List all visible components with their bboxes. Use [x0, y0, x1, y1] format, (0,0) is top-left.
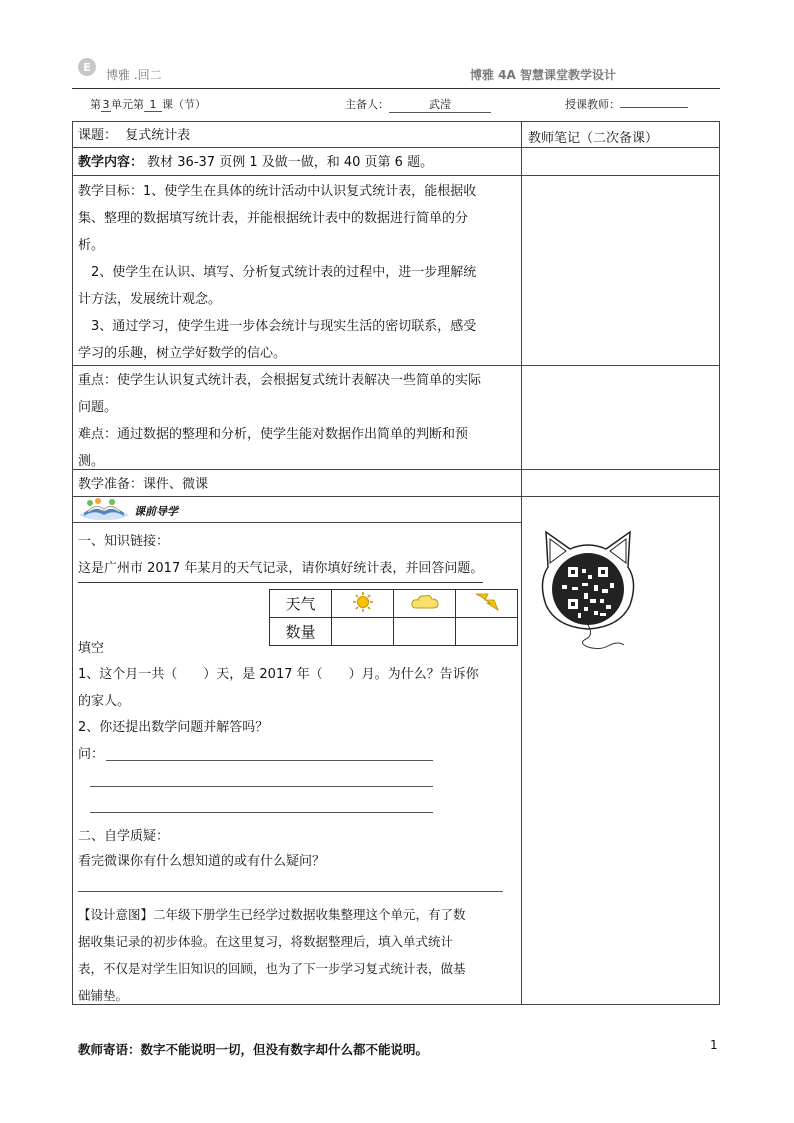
teacher-notes-header: 教师笔记（二次备课） — [528, 131, 659, 146]
goal-line: 集、整理的数据填写统计表，并能根据统计表中的数据进行简单的分 — [78, 211, 469, 226]
ask-label: 问： — [78, 747, 105, 762]
goal-line: 2、使学生在认识、填写、分析复式统计表的过程中，进一步理解统 — [78, 265, 477, 280]
unit-suffix: 课（节） — [162, 98, 206, 111]
quantity-label: 数量 — [270, 618, 332, 646]
unit-prefix: 第 — [90, 98, 101, 111]
teacher-label: 授课教师： — [565, 98, 620, 111]
topic-label: 课题： — [78, 128, 118, 143]
lesson-number: 1 — [144, 98, 162, 112]
preparer-name: 武滢 — [389, 96, 491, 113]
design-intent — [78, 901, 518, 1009]
fill-label: 填空 — [78, 641, 105, 656]
answer-line[interactable] — [90, 786, 433, 787]
brand-left: 博雅 .回二 — [106, 68, 162, 82]
unit-number: 3 — [102, 98, 110, 111]
question-1-line: 1、这个月一共（ ）天，是 2017 年（ ）月。为什么？告诉你 — [78, 667, 479, 682]
header-rule — [72, 88, 720, 89]
section-knowledge-link: 一、知识链接： — [78, 534, 170, 549]
teaching-prep: 教学准备：课件、微课 — [78, 477, 209, 492]
row-divider — [72, 522, 521, 523]
goal-line: 计方法，发展统计观念。 — [78, 292, 222, 307]
answer-line[interactable] — [106, 760, 433, 761]
topic-value: 复式统计表 — [125, 128, 191, 143]
goal-line: 析。 — [78, 238, 105, 253]
unit-lesson — [90, 96, 206, 112]
lightning-icon — [456, 590, 518, 618]
brand-right-title: 博雅 4A 智慧课堂教学设计 — [470, 68, 616, 82]
key-point-line: 测。 — [78, 454, 105, 469]
design-line: 表，不仅是对学生旧知识的回顾，也为了下一步学习复式统计表，做基 — [78, 961, 466, 976]
goal-line: 教学目标：1、使学生在具体的统计活动中认识复式统计表，能根据收 — [78, 184, 477, 199]
question-1-line: 的家人。 — [78, 694, 131, 709]
answer-line[interactable] — [90, 812, 433, 813]
content-row — [78, 149, 516, 176]
qr-code-icon[interactable] — [538, 527, 638, 671]
cloud-icon — [394, 590, 456, 618]
preparer — [345, 96, 491, 113]
question-1 — [78, 661, 516, 715]
question-2: 2、你还提出数学问题并解答吗？ — [78, 720, 269, 735]
key-point-line: 问题。 — [78, 400, 118, 415]
teacher — [565, 96, 688, 112]
teaching-goals — [78, 178, 516, 367]
weather-label: 天气 — [270, 590, 332, 618]
book-icon — [78, 497, 130, 521]
design-line: 【设计意图】二年级下册学生已经学过数据收集整理这个单元，有了数 — [78, 907, 466, 922]
goal-line: 学习的乐趣，树立学好数学的信心。 — [78, 346, 287, 361]
sun-icon — [332, 590, 394, 618]
self-study-question: 看完微课你有什么想知道的或有什么疑问？ — [78, 854, 326, 869]
preparer-label: 主备人： — [345, 98, 389, 111]
teacher-motto: 教师寄语：数字不能说明一切，但没有数字却什么都不能说明。 — [78, 1042, 429, 1057]
section-self-study: 二、自学质疑： — [78, 829, 170, 844]
brand-logo-icon: E — [78, 58, 96, 76]
content-value: 教材 36-37 页例 1 及做一做，和 40 页第 6 题。 — [147, 155, 434, 170]
goal-line: 3、通过学习，使学生进一步体会统计与现实生活的密切联系，感受 — [78, 319, 477, 334]
notes-column-divider — [521, 121, 522, 1004]
design-line: 础铺垫。 — [78, 988, 129, 1003]
unit-mid: 单元第 — [111, 98, 144, 111]
design-line: 据收集记录的初步体验。在这里复习，将数据整理后，填入单式统计 — [78, 934, 454, 949]
key-point-line: 难点：通过数据的整理和分析，使学生能对数据作出简单的判断和预 — [78, 427, 469, 442]
topic-row — [78, 122, 516, 149]
key-points — [78, 367, 516, 475]
weather-intro: 这是广州市 2017 年某月的天气记录，请你填好统计表，并回答问题。 — [78, 555, 483, 583]
answer-line[interactable] — [78, 891, 503, 892]
preview-banner: 课前导学 — [134, 505, 178, 518]
key-point-line: 重点：使学生认识复式统计表，会根据复式统计表解决一些简单的实际 — [78, 373, 482, 388]
page-number: 1 — [710, 1038, 718, 1052]
content-label: 教学内容： — [78, 155, 144, 170]
teacher-name[interactable] — [620, 107, 688, 108]
